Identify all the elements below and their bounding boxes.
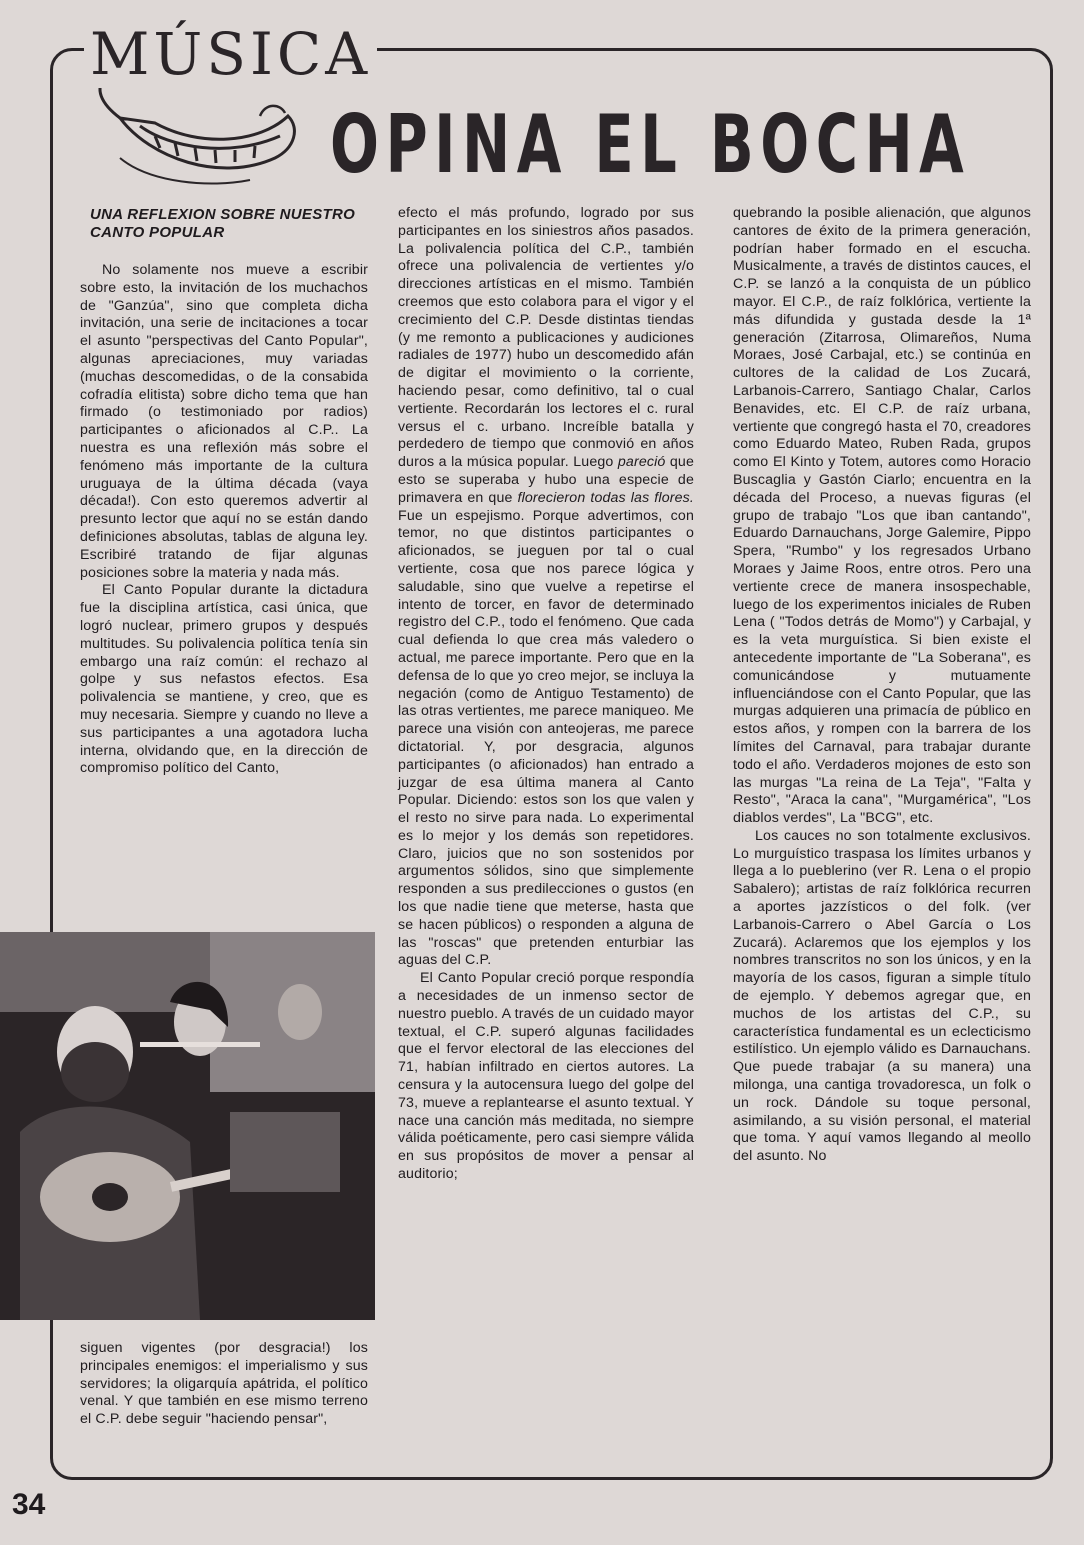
headline: OPINA EL BOCHA [330,98,971,191]
section-title: MÚSICA [84,20,377,88]
column-1 [80,262,368,778]
emphasis-text: pareció [617,454,666,471]
paragraph: El Canto Popular durante la dictadura fue la disciplina artística, casi única, que logró nuclear, primero grupos y después multitudes. Su polivalencia política tenía sin embargo una raíz común: el rechazo al golpe y sus nefastos efectos. Esa polivalencia se mantiene, y creo, que es muy necesaria. Siempre y cuando no lleve a sus participantes a una agotadora lucha interna, olvidando que, en la dirección de compromiso político del Canto, [80,582,368,777]
column-2 [398,205,694,1184]
paragraph [398,205,694,970]
page-number: 34 [12,1488,46,1521]
column-3 [733,205,1031,1166]
emphasis-text: florecieron todas las flores. [517,489,694,506]
photo-image [0,932,375,1320]
paragraph-text: que esto se superaba y hubo una especie de primavera en que [398,454,694,506]
paragraph: El Canto Popular creció porque respondía a necesidades de un inmenso sector de nuestro pueblo. A través de un cuidado mayor textual, el C.P. superó algunas facilidades que el fervor electoral de las elecciones del 71, habían infiltrado en ciertos autores. La censura y la autocensura luego del golpe del 73, mueve a replantearse el asunto textual. Y nace una canción más meditada, no siempre válida poéticamente, pero casi siempre válida en sus propósitos de mover a pensar al auditorio; [398,970,694,1183]
subheadline: UNA REFLEXION SOBRE NUESTRO CANTO POPULAR [90,206,356,241]
musicians-photo [0,932,375,1320]
paragraph-text: Fue un espejismo. Porque advertimos, con temor, no que distintos participantes o aficionados, se jueguen por tal o cual vertiente, cosa que nos parece lógica y saludable, sino que vuelve a repetirse el intento de torcer, en favor de determinado registro del C.P., todo el fenómeno. Que cada cual defienda lo que crea más valedero o actual, me parece importante. Pero que en la defensa de lo que yo creo mejor, se incluya la negación (como de Antiguo Testamento) de las otras vertientes, me parece maniqueo. Me parece una visión con anteojeras, me parece dictatorial. Y, por desgracia, algunos participantes (o aficionados) han entrado a juzgar de esa última manera al Canto Popular. Diciendo: estos son los que valen y el resto no sirve para nada. Lo experimental es lo mejor y los demás son repetidores. Claro, juicios que no son sostenidos por argumentos sólidos, sino que simplemente responden a sus predilecciones o gustos (en los que nadie tiene que meterse, hasta que se hacen públicos) o responden a alguna de las "roscas" que pretenden enturbiar las aguas del C.P. [398,507,694,969]
paragraph-text: efecto el más profundo, logrado por sus participantes en los siniestros años pasados. La polivalencia política del C.P., también ofrece una polivalencia de vertientes y/o direcciones artísticas en el mismo. También creemos que esto colabora para el vigor y el crecimiento del C.P. Desde distintas tiendas (y me remonto a publicaciones y audiciones radiales de 1977) hubo un descomedido afán de digitar el movimiento o la corriente, haciendo pesar, como definitivo, tal o cual vertiente. Recordarán los lectores el c. rural versus el c. urbano. Increíble batalla y perdedero de tiempo que conmovió en años duros a la música popular. Luego [398,205,694,471]
paragraph: siguen vigentes (por desgracia!) los principales enemigos: el imperialismo y sus servidores; la oligarquía apátrida, el político venal. Y que también en ese mismo terreno el C.P. debe seguir "haciendo pensar", [80,1340,368,1428]
paragraph: Los cauces no son totalmente exclusivos. Lo murguístico traspasa los límites urbanos y llega a lo pueblerino (ver R. Lena o el propio Sabalero); artistas de raíz folklórica recurren a aportes jazzísticos o del folk. (ver Larbanois-Carrero o Abel García o Los Zucará). Aclaremos que los ejemplos y los nombres transcritos no son los únicos, y en la mayoría de los casos, figuran a simple título de ejemplo. Y debemos agregar que, en muchos de los artistas del C.P., su característica fundamental es un eclecticismo estilístico. Un ejemplo válido es Darnauchans. Que puede trabajar (a su manera) una milonga, una cantiga trovadoresca, un folk o un rock. Dándole su toque personal, asimilando, a su visión personal, el material que toma. Y aquí vamos llegando al meollo del asunto. No [733,827,1031,1165]
paragraph: No solamente nos mueve a escribir sobre esto, la invitación de los muchachos de "Ganzúa", sino que completa dicha invitación, una serie de incitaciones a tocar el asunto "perspectivas del Canto Popular", algunas apreciaciones, muy variadas (muchas descomedidas, o de la consabida cofradía elitista) sobre dicho tema que han firmado (o testimoniado por radios) participantes o aficionados al C.P.. La nuestra es una reflexión más sobre el fenómeno más importante de la cultura uruguaya de la última década (vaya década!). Con esto queremos advertir al presunto lector que aquí no se están dando definiciones absolutas, tablas de alguna ley. Escribiré tratando de fijar algunas posiciones sobre la materia y nada más. [80,262,368,581]
paragraph: quebrando la posible alienación, que algunos cantores de éxito de la primera generación, podrían haber formado en el escucha. Musicalmente, a través de distintos cauces, el C.P. se lanzó a la conquista de un público mayor. El C.P., de raíz folklórica, vertiente la más difundida y gustada desde la 1ª generación (Zitarrosa, Olimareños, Numa Moraes, José Carbajal, etc.) se continúa en cultores de la calidad de Los Zucará, Larbanois-Carrero, Santiago Chalar, Carlos Benavides, etc. El C.P. de raíz urbana, vertiente que congregó hasta el 70, creadores como Eduardo Mateo, Ruben Rada, grupos como El Kinto y Totem, autores como Horacio Buscaglia y Gastón Ciarlo; encuentra en la década del Proceso, a nuevas figuras (el grupo de trabajo "Los que iban cantando", Eduardo Darnauchans, Jorge Galemire, Pippo Spera, "Rumbo" y los regresados Urbano Moraes y Jaime Roos, entre otros. Pero una vertiente crece de manera insospechable, luego de los experimentos iniciales de Ruben Lena ( "Todos detrás de Momo") y Carbajal, y es la veta murguística. Si bien existe el antecedente importante de "La Soberana", es comunicándose y mutuamente influenciándose con el Canto Popular, que las murgas adquieren una primacía de público en estos años, y rompen con la barrera de los límites del Carnaval, para trabajar durante todo el año. Verdaderos mojones de esto son las murgas "La reina de La Teja", "Falta y Resto", "Araca la cana", "Murgamérica", "Los diablos verdes", La "BCG", etc. [733,205,1031,827]
column-1-continued [80,1340,368,1429]
